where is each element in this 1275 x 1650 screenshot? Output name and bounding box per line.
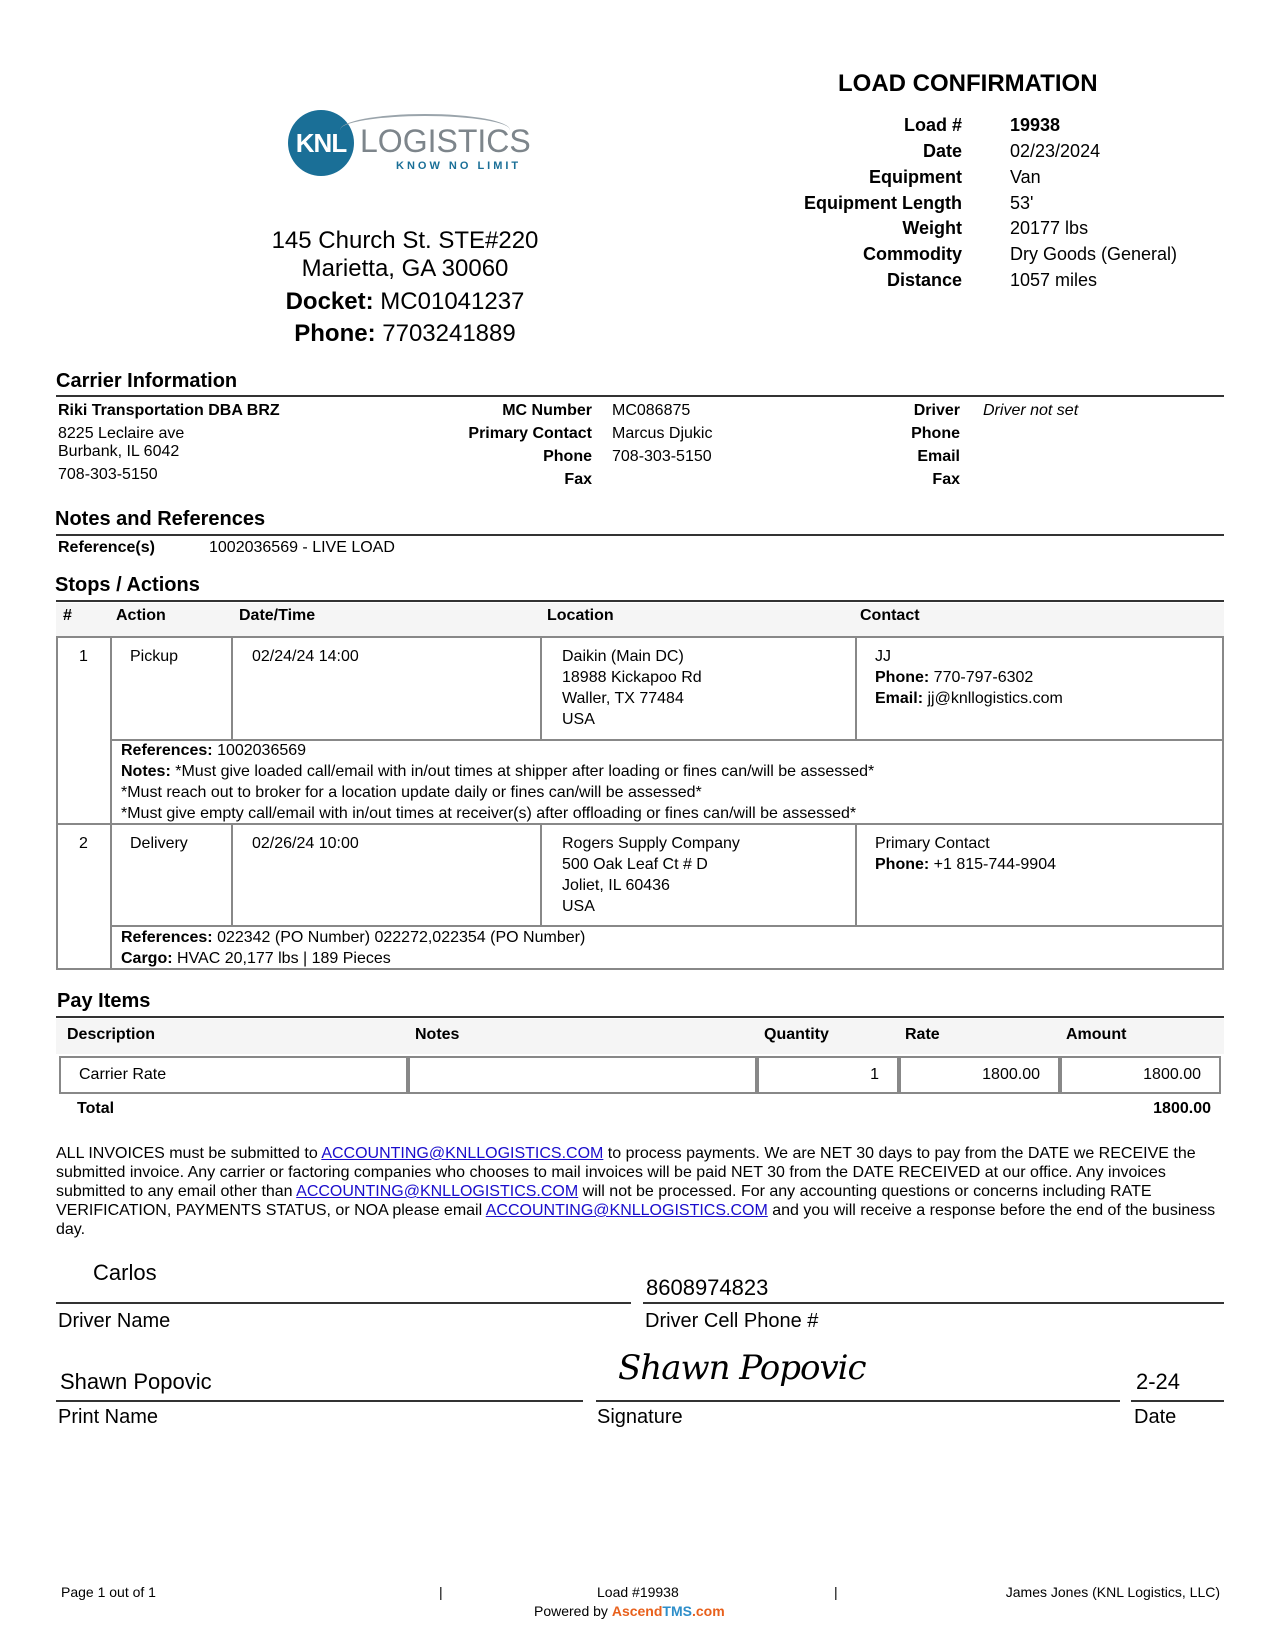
carrier-phone: 708-303-5150	[58, 466, 158, 483]
signature-line	[56, 1400, 583, 1402]
field-label: Load #	[903, 115, 962, 135]
docket	[230, 288, 580, 316]
pay-notes	[408, 1056, 757, 1094]
company-address-line1: 145 Church St. STE#220	[271, 227, 539, 254]
mc-value: MC086875	[612, 402, 691, 419]
field-label: Commodity	[863, 244, 962, 264]
stop-location-name: Daikin (Main DC)	[562, 648, 684, 665]
footer-separator: |	[834, 1584, 838, 1600]
pay-description: Carrier Rate	[59, 1056, 408, 1094]
handwritten-signature: Shawn Popovic	[618, 1348, 866, 1388]
stop-contact-name: JJ	[875, 648, 891, 665]
carrier-fax-label: Fax	[564, 471, 592, 488]
footer-page: Page 1 out of 1	[61, 1584, 156, 1600]
carrier-name: Riki Transportation DBA BRZ	[58, 402, 280, 419]
stop-contact-phone-value: +1 815-744-9904	[933, 856, 1056, 873]
docket-label: Docket:	[285, 288, 374, 315]
signature-line	[56, 1302, 631, 1304]
stop-references-value: 1002036569	[217, 742, 307, 759]
cell-border	[540, 825, 542, 926]
pay-header-description: Description	[67, 1026, 156, 1043]
stop-cargo-value: HVAC 20,177 lbs | 189 Pieces	[177, 950, 391, 967]
driver-phone-label: Driver Cell Phone #	[645, 1310, 819, 1332]
stops-header-num: #	[63, 607, 72, 624]
stop-contact-email-value: jj@knllogistics.com	[927, 690, 1063, 707]
print-name-value: Shawn Popovic	[60, 1369, 212, 1394]
company-phone	[230, 320, 580, 348]
field-value: 1057 miles	[1010, 270, 1098, 290]
stop-note: *Must give loaded call/email with in/out times at shipper after loading or fines can/will be assessed*	[175, 763, 875, 780]
field-label: Date	[922, 141, 962, 161]
stop-contact-email	[875, 688, 1063, 709]
company-address-line2: Marietta, GA 30060	[301, 255, 509, 282]
references-label: Reference(s)	[58, 539, 155, 556]
stop-contact-phone	[875, 667, 1033, 688]
signature-line	[1131, 1400, 1224, 1402]
field-weight	[740, 218, 1220, 245]
logo-tagline: KNOW NO LIMIT	[396, 160, 522, 172]
cell-border	[110, 638, 112, 825]
invoice-text: will not be processed. For any accounting questions or concerns including RATE VERIFICATION, PAYMENTS STATUS, or NOA please email	[56, 1183, 1152, 1219]
load-number: 19938	[1010, 115, 1061, 135]
divider	[56, 534, 1224, 536]
footer-powered-by	[534, 1603, 725, 1619]
cell-border	[231, 825, 233, 926]
pay-header-bg	[56, 1019, 1224, 1054]
pay-amount: 1800.00	[1060, 1056, 1221, 1094]
pay-header-quantity: Quantity	[764, 1026, 829, 1043]
field-label: Distance	[886, 270, 962, 290]
invoice-text: to process payments. We are NET 30 days to pay from the DATE we RECEIVE the submitted invoice. Any carrier or factoring companies who chooses to mail invoices will be paid NET 30 from the DATE RECEIVED at our office. Any invoices submitted to any email other than	[56, 1145, 1196, 1200]
field-equipment-length	[740, 193, 1220, 220]
carrier-street: 8225 Leclaire ave	[58, 425, 185, 442]
driver-value: Driver not set	[983, 402, 1079, 419]
cell-border	[855, 825, 857, 926]
stop-location-city: Joliet, IL 60436	[562, 877, 670, 894]
stop-location-street: 500 Oak Leaf Ct # D	[562, 856, 708, 873]
date-label: Date	[1134, 1406, 1177, 1428]
stop-contact-email-label: Email:	[875, 690, 924, 707]
stop-contact-phone-value: 770-797-6302	[933, 669, 1034, 686]
mc-label: MC Number	[502, 402, 592, 419]
stops-section-title: Stops / Actions	[55, 574, 200, 596]
ascendtms-logo: AscendTMS.com	[611, 1603, 725, 1619]
stops-header-location: Location	[547, 607, 614, 624]
primary-contact-label: Primary Contact	[468, 425, 592, 442]
stop-cargo	[121, 948, 391, 969]
stop-location-country: USA	[562, 898, 595, 915]
stop-location-country: USA	[562, 711, 595, 728]
references-value: 1002036569 - LIVE LOAD	[209, 539, 395, 556]
stop-location-name: Rogers Supply Company	[562, 835, 740, 852]
stop-datetime: 02/24/24 14:00	[252, 648, 359, 665]
divider	[56, 395, 1224, 397]
pay-rate: 1800.00	[899, 1056, 1060, 1094]
stop-action: Delivery	[130, 835, 188, 852]
field-distance	[740, 270, 1220, 297]
logo-wordmark: LOGISTICS	[360, 123, 531, 159]
footer-separator: |	[439, 1584, 443, 1600]
date-value: 2-24	[1136, 1369, 1181, 1394]
stop-notes-label: Notes:	[121, 763, 171, 780]
notes-section-title: Notes and References	[55, 508, 266, 530]
stop-datetime: 02/26/24 10:00	[252, 835, 359, 852]
stop-location-city: Waller, TX 77484	[562, 690, 684, 707]
stop-references	[121, 740, 306, 761]
field-date	[740, 141, 1220, 168]
page-title: LOAD CONFIRMATION	[838, 70, 1098, 97]
field-equipment	[740, 167, 1220, 194]
stop-location-street: 18988 Kickapoo Rd	[562, 669, 702, 686]
stop-references-value: 022342 (PO Number) 022272,022354 (PO Number)	[217, 929, 586, 946]
driver-label: Driver	[913, 402, 960, 419]
stop-action: Pickup	[130, 648, 179, 665]
stop-contact-phone	[875, 854, 1056, 875]
primary-contact-value: Marcus Djukic	[612, 425, 713, 442]
divider	[56, 600, 1224, 602]
stops-header-contact: Contact	[860, 607, 920, 624]
invoice-text: ALL INVOICES must be submitted to	[56, 1145, 322, 1162]
stop-contact-phone-label: Phone:	[875, 669, 930, 686]
field-value: 20177 lbs	[1010, 218, 1089, 238]
logo-mark-text: KNL	[295, 128, 347, 158]
signature-line	[643, 1302, 1224, 1304]
footer-load: Load #19938	[597, 1584, 679, 1600]
invoice-text: and you will receive a response before the end of the business day.	[56, 1202, 1216, 1238]
phone-label: Phone:	[294, 320, 376, 347]
pay-section-title: Pay Items	[57, 990, 151, 1012]
signature-label: Signature	[597, 1406, 683, 1428]
stop-note: *Must give empty call/email with in/out times at receiver(s) after offloading or fines can/will be assessed*	[121, 805, 857, 822]
field-label: Weight	[902, 218, 962, 238]
footer-user: James Jones (KNL Logistics, LLC)	[1005, 1584, 1220, 1600]
pay-header-rate: Rate	[905, 1026, 940, 1043]
company-logo	[288, 110, 531, 178]
carrier-city: Burbank, IL 6042	[58, 443, 180, 460]
cell-border	[231, 638, 233, 740]
stop-references-label: References:	[121, 742, 213, 759]
signature-line	[596, 1400, 1120, 1402]
divider	[56, 1016, 1224, 1018]
pay-quantity: 1	[757, 1056, 899, 1094]
cell-border	[540, 638, 542, 740]
stop-contact-name: Primary Contact	[875, 835, 990, 852]
driver-email-label: Email	[917, 448, 960, 465]
field-value: Dry Goods (General)	[1010, 244, 1178, 264]
stops-header-datetime: Date/Time	[239, 607, 316, 624]
stop-number: 2	[79, 835, 88, 852]
stop-notes-line1	[121, 761, 874, 782]
field-label: Equipment	[869, 167, 962, 187]
invoice-instructions	[56, 1144, 1226, 1239]
pay-header-amount: Amount	[1066, 1026, 1127, 1043]
total-value: 1800.00	[1153, 1100, 1211, 1117]
carrier-section-title: Carrier Information	[56, 370, 238, 392]
carrier-phone-value: 708-303-5150	[612, 448, 712, 465]
driver-name-label: Driver Name	[58, 1310, 171, 1332]
total-label: Total	[77, 1100, 115, 1117]
stops-header-action: Action	[116, 607, 166, 624]
stop-contact-phone-label: Phone:	[875, 856, 930, 873]
accounting-email-link[interactable]: ACCOUNTING@KNLLOGISTICS.COM	[485, 1202, 768, 1219]
powered-by-text: Powered by	[534, 1603, 608, 1619]
accounting-email-link[interactable]: ACCOUNTING@KNLLOGISTICS.COM	[296, 1183, 579, 1200]
field-label: Equipment Length	[804, 193, 962, 213]
stop-references	[121, 927, 585, 948]
field-load	[740, 115, 1220, 142]
stop-references-label: References:	[121, 929, 213, 946]
phone-value: 7703241889	[382, 320, 516, 347]
field-value: 02/23/2024	[1010, 141, 1101, 161]
carrier-phone-label: Phone	[543, 448, 592, 465]
stops-header-bg	[56, 603, 1224, 636]
accounting-email-link[interactable]: ACCOUNTING@KNLLOGISTICS.COM	[321, 1145, 604, 1162]
cell-border	[110, 825, 112, 970]
field-commodity	[740, 244, 1220, 271]
stop-cargo-label: Cargo:	[121, 950, 173, 967]
stop-note: *Must reach out to broker for a location update daily or fines can/will be assessed*	[121, 784, 702, 801]
cell-border	[855, 638, 857, 740]
stop-number: 1	[79, 648, 88, 665]
print-name-label: Print Name	[58, 1406, 159, 1428]
field-value: 53'	[1010, 193, 1034, 213]
driver-phone-label: Phone	[911, 425, 960, 442]
pay-header-notes: Notes	[415, 1026, 460, 1043]
field-value: Van	[1010, 167, 1041, 187]
driver-fax-label: Fax	[932, 471, 960, 488]
docket-value: MC01041237	[380, 288, 525, 315]
driver-phone-value: 8608974823	[646, 1275, 769, 1300]
driver-name-value: Carlos	[93, 1260, 157, 1285]
